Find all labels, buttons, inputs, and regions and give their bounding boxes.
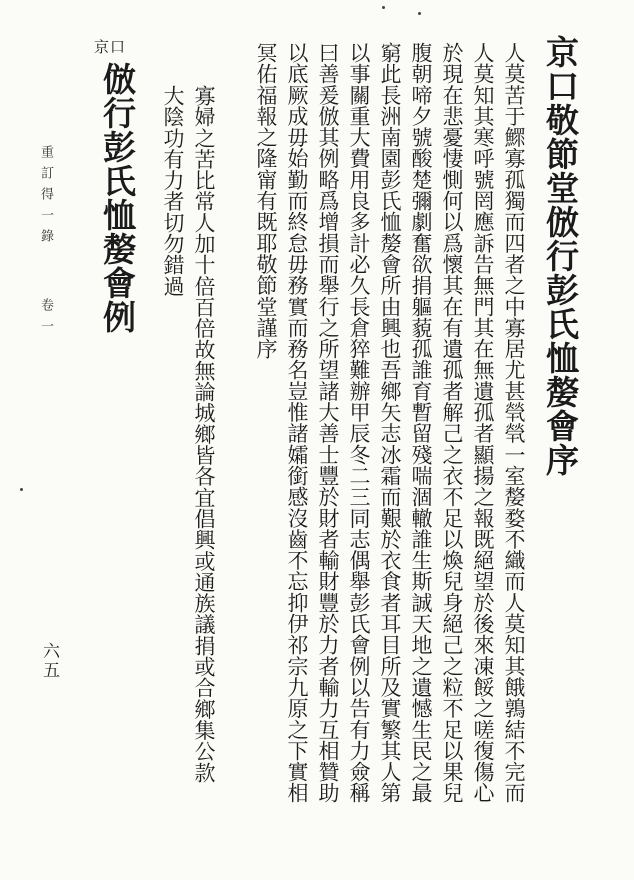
- volume-label: 卷一: [38, 298, 53, 340]
- page-number: 六五: [39, 642, 59, 680]
- preface-line: 冥佑福報之隆甯有既耶敬節堂謹序: [254, 42, 278, 360]
- rules-title: 倣行彭氏恤嫠會例: [98, 62, 137, 334]
- rules-line: 大陰功有力者切勿錯過: [161, 85, 185, 297]
- print-speck: [382, 6, 385, 9]
- preface-line: 腹朝啼夕號酸楚彌劇奮欲捐軀藐孤誰育暫留殘喘涸轍誰生斯誠天地之遺憾生民之最: [409, 42, 433, 804]
- preface-line: 曰善爰倣其例略爲增損而舉行之所望諸大善士豐於財者輸財豐於力者輸力互相贊助: [316, 42, 340, 804]
- preface-line: 窮此長洲南園彭氏恤嫠會所由興也吾鄉矢志冰霜而艱於衣食者耳目所及實繁其人第: [378, 42, 402, 804]
- preface-line: 以事關重大費用良多計必久長倉猝難辦甲辰冬二三同志偶舉彭氏會例以告有力僉稱: [347, 42, 371, 804]
- rules-line: 寡婦之苦比常人加十倍百倍故無論城鄉皆各宜倡興或通族議捐或合鄉集公款: [192, 85, 216, 783]
- print-speck: [418, 12, 421, 15]
- preface-line: 人莫苦于鰥寡孤獨而四者之中寡居尤甚煢煢一室嫠婺不織而人莫知其餓鶉結不完而: [502, 42, 526, 804]
- preface-line: 以底厥成毋始勤而終怠毋務實而務名豈惟諸孀銜感沒齒不忘抑伊祁宗九原之下實相: [285, 42, 309, 804]
- print-speck: [20, 488, 23, 491]
- rules-place-label: 京口: [93, 38, 126, 56]
- preface-title: 京口敬節堂倣行彭氏恤嫠會序: [541, 35, 580, 477]
- preface-line: 人莫知其寒呼號罔應訴告無門其在無遺孤者顯揚之報既絕望於後來凍餒之嗟復傷心: [471, 42, 495, 804]
- preface-line: 於現在悲憂悽惻何以爲懷其在有遺孤者解己之衣不足以煥兒身絕己之粒不足以果兒: [440, 42, 464, 804]
- book-title: 重訂得一錄: [38, 145, 53, 250]
